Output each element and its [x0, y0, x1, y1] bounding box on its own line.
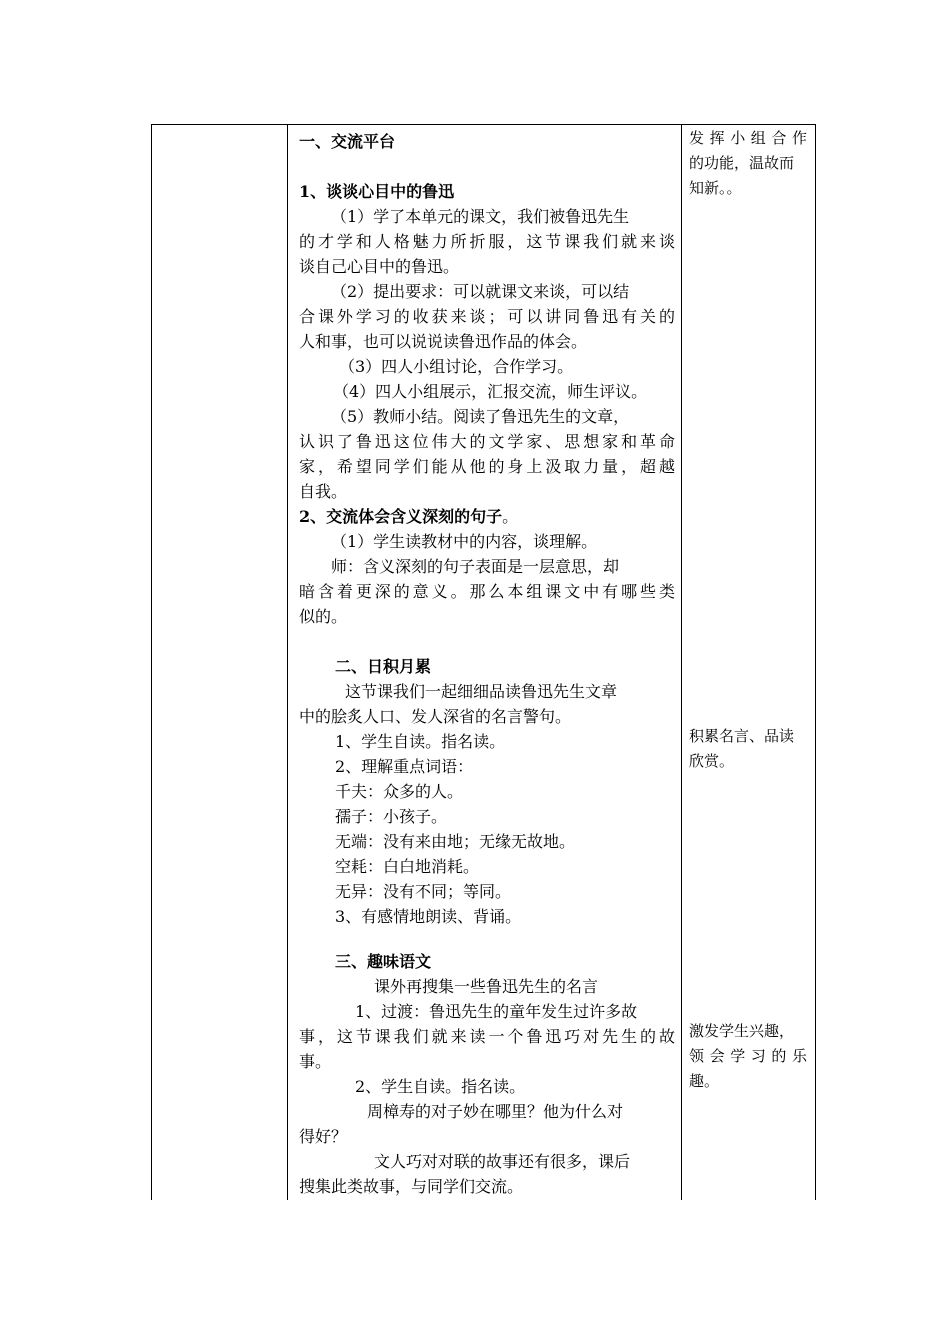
- paragraph-line: （1）学生读教材中的内容，谈理解。: [331, 532, 598, 551]
- subtitle-text: 2、交流体会含义深刻的句子: [299, 507, 503, 526]
- paragraph-line: 事，这节课我们就来读一个鲁迅巧对先生的故: [299, 1027, 675, 1046]
- paragraph-line: （1）学了本单元的课文，我们被鲁迅先生: [331, 207, 630, 226]
- paragraph-line: （4）四人小组展示，汇报交流，师生评议。: [333, 382, 648, 401]
- paragraph-line: 认识了鲁迅这位伟大的文学家、思想家和革命: [299, 432, 675, 451]
- paragraph-line: 合课外学习的收获来谈；可以讲同鲁迅有关的: [299, 307, 675, 326]
- paragraph-line: 周樟寿的对子妙在哪里？他为什么对: [367, 1102, 624, 1121]
- section-1-subtitle-1: 1、谈谈心目中的鲁迅: [299, 182, 455, 201]
- note-line: 的功能，温故而: [689, 154, 795, 172]
- list-item: 千夫：众多的人。: [335, 782, 464, 801]
- list-item: 2、理解重点词语：: [335, 757, 474, 776]
- section-2-title: 二、日积月累: [335, 657, 432, 676]
- lesson-plan-table: [151, 124, 816, 1200]
- paragraph-line: 文人巧对对联的故事还有很多，课后: [374, 1152, 631, 1171]
- paragraph-line: 中的脍炙人口、发人深省的名言警句。: [299, 707, 572, 726]
- paragraph-line: 似的。: [299, 607, 348, 626]
- section-1-subtitle-2: [299, 504, 518, 529]
- list-item: 无端：没有来由地；无缘无故地。: [335, 832, 576, 851]
- note-line: 欣赏。: [689, 752, 735, 770]
- note-line: 发挥小组合作: [689, 129, 807, 147]
- note-line: 积累名言、品读: [689, 727, 795, 745]
- paragraph-line: （2）提出要求：可以就课文来谈，可以结: [331, 282, 630, 301]
- note-line: 知新。。: [689, 179, 742, 197]
- list-item: 3、有感情地朗读、背诵。: [335, 907, 522, 926]
- table-border-right: [815, 124, 816, 1200]
- paragraph-line: （5）教师小结。阅读了鲁迅先生的文章，: [331, 407, 630, 426]
- table-divider-1: [287, 124, 288, 1200]
- section-3-title: 三、趣味语文: [335, 952, 432, 971]
- paragraph-line: 暗含着更深的意义。那么本组课文中有哪些类: [299, 582, 675, 601]
- table-divider-2: [681, 124, 682, 1200]
- paragraph-line: 搜集此类故事，与同学们交流。: [299, 1177, 524, 1196]
- paragraph-line: 师：含义深刻的句子表面是一层意思，却: [331, 557, 620, 576]
- paragraph-line: 2、学生自读。指名读。: [355, 1077, 526, 1096]
- section-1-title: 一、交流平台: [299, 132, 396, 151]
- paragraph-line: 家，希望同学们能从他的身上汲取力量，超越: [299, 457, 675, 476]
- note-line: 领会学习的乐: [689, 1047, 807, 1065]
- paragraph-line: （3）四人小组讨论，合作学习。: [339, 357, 574, 376]
- list-item: 1、学生自读。指名读。: [335, 732, 506, 751]
- list-item: 空耗：白白地消耗。: [335, 857, 480, 876]
- paragraph-line: 人和事，也可以说说读鲁迅作品的体会。: [299, 332, 588, 351]
- paragraph-line: 谈自己心目中的鲁迅。: [299, 257, 460, 276]
- paragraph-line: 事。: [299, 1052, 332, 1071]
- paragraph-line: 自我。: [299, 482, 348, 501]
- table-border-left: [151, 124, 152, 1200]
- paragraph-line: 这节课我们一起细细品读鲁迅先生文章: [345, 682, 618, 701]
- list-item: 无异：没有不同；等同。: [335, 882, 512, 901]
- paragraph-line: 课外再搜集一些鲁迅先生的名言: [374, 977, 599, 996]
- subtitle-end-mark: 。: [502, 507, 519, 526]
- paragraph-line: 1、过渡：鲁迅先生的童年发生过许多故: [355, 1002, 638, 1021]
- paragraph-line: 得好？: [299, 1127, 348, 1146]
- note-line: 趣。: [689, 1072, 720, 1090]
- table-border-top: [151, 124, 816, 125]
- list-item: 孺子：小孩子。: [335, 807, 448, 826]
- paragraph-line: 的才学和人格魅力所折服，这节课我们就来谈: [299, 232, 675, 251]
- note-line: 激发学生兴趣，: [689, 1022, 795, 1040]
